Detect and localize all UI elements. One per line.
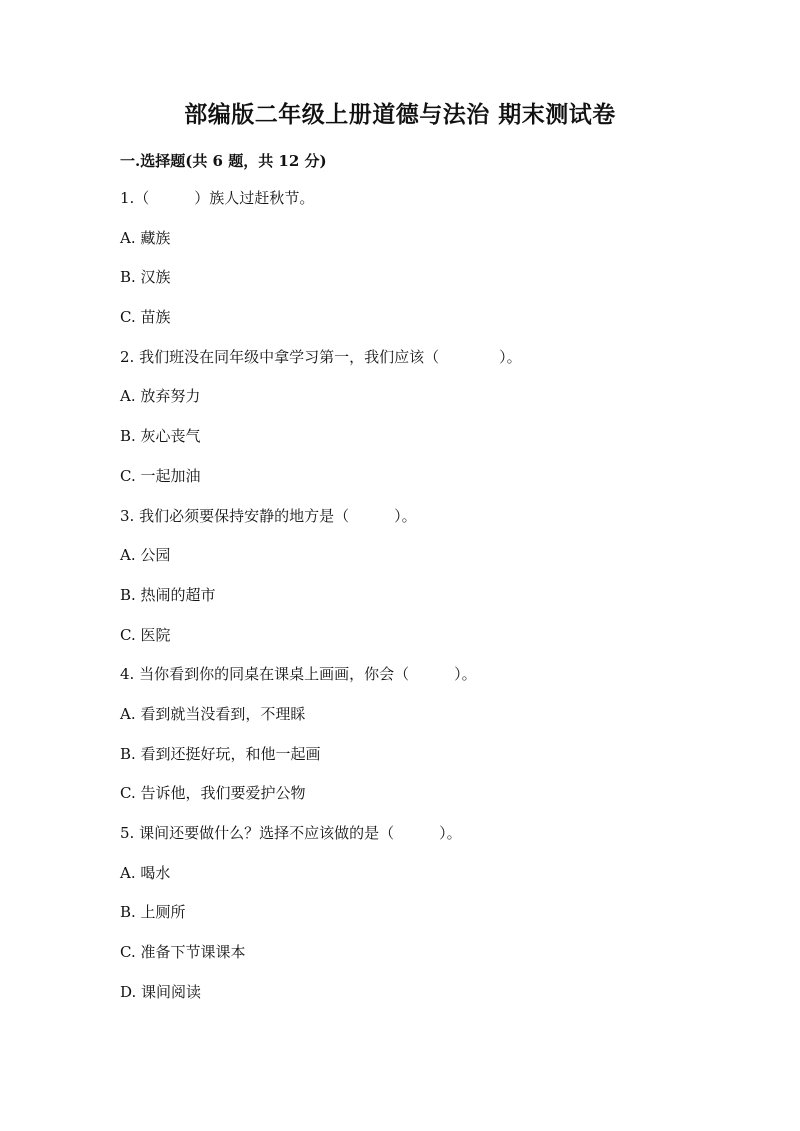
question-3-option-b: B. 热闹的超市 (120, 585, 216, 604)
question-3-stem: 3. 我们必须要保持安静的地方是（ ）。 (120, 506, 417, 525)
question-4-option-c: C. 告诉他，我们要爱护公物 (120, 784, 306, 803)
question-1-option-a: A. 藏族 (120, 228, 171, 247)
question-4-option-a: A. 看到就当没看到，不理睬 (120, 704, 306, 723)
section-heading: 一.选择题(共 6 题，共 12 分) (120, 152, 327, 170)
question-5-option-a: A. 喝水 (120, 863, 171, 882)
question-2-option-c: C. 一起加油 (120, 466, 201, 485)
question-3-option-a: A. 公园 (120, 546, 171, 565)
question-2-stem: 2. 我们班没在同年级中拿学习第一，我们应该（ ）。 (120, 347, 522, 366)
question-1-option-c: C. 苗族 (120, 308, 171, 327)
question-2-option-a: A. 放弃努力 (120, 387, 201, 406)
question-5-stem: 5. 课间还要做什么？选择不应该做的是（ ）。 (120, 824, 462, 842)
question-list (120, 186, 720, 1019)
question-1-stem: 1.（ ）族人过赶秋节。 (120, 189, 315, 207)
question-3-option-c: C. 医院 (120, 625, 171, 644)
question-5-option-b: B. 上厕所 (120, 903, 186, 922)
question-1-option-b: B. 汉族 (120, 268, 171, 287)
question-4-stem: 4. 当你看到你的同桌在课桌上画画，你会（ ）。 (120, 665, 477, 684)
question-4-option-b: B. 看到还挺好玩，和他一起画 (120, 744, 321, 763)
document-title: 部编版二年级上册道德与法治 期末测试卷 (184, 101, 616, 128)
question-5-option-d: D. 课间阅读 (120, 982, 202, 1001)
question-2-option-b: B. 灰心丧气 (120, 427, 201, 446)
question-5-option-c: C. 准备下节课课本 (120, 943, 246, 962)
